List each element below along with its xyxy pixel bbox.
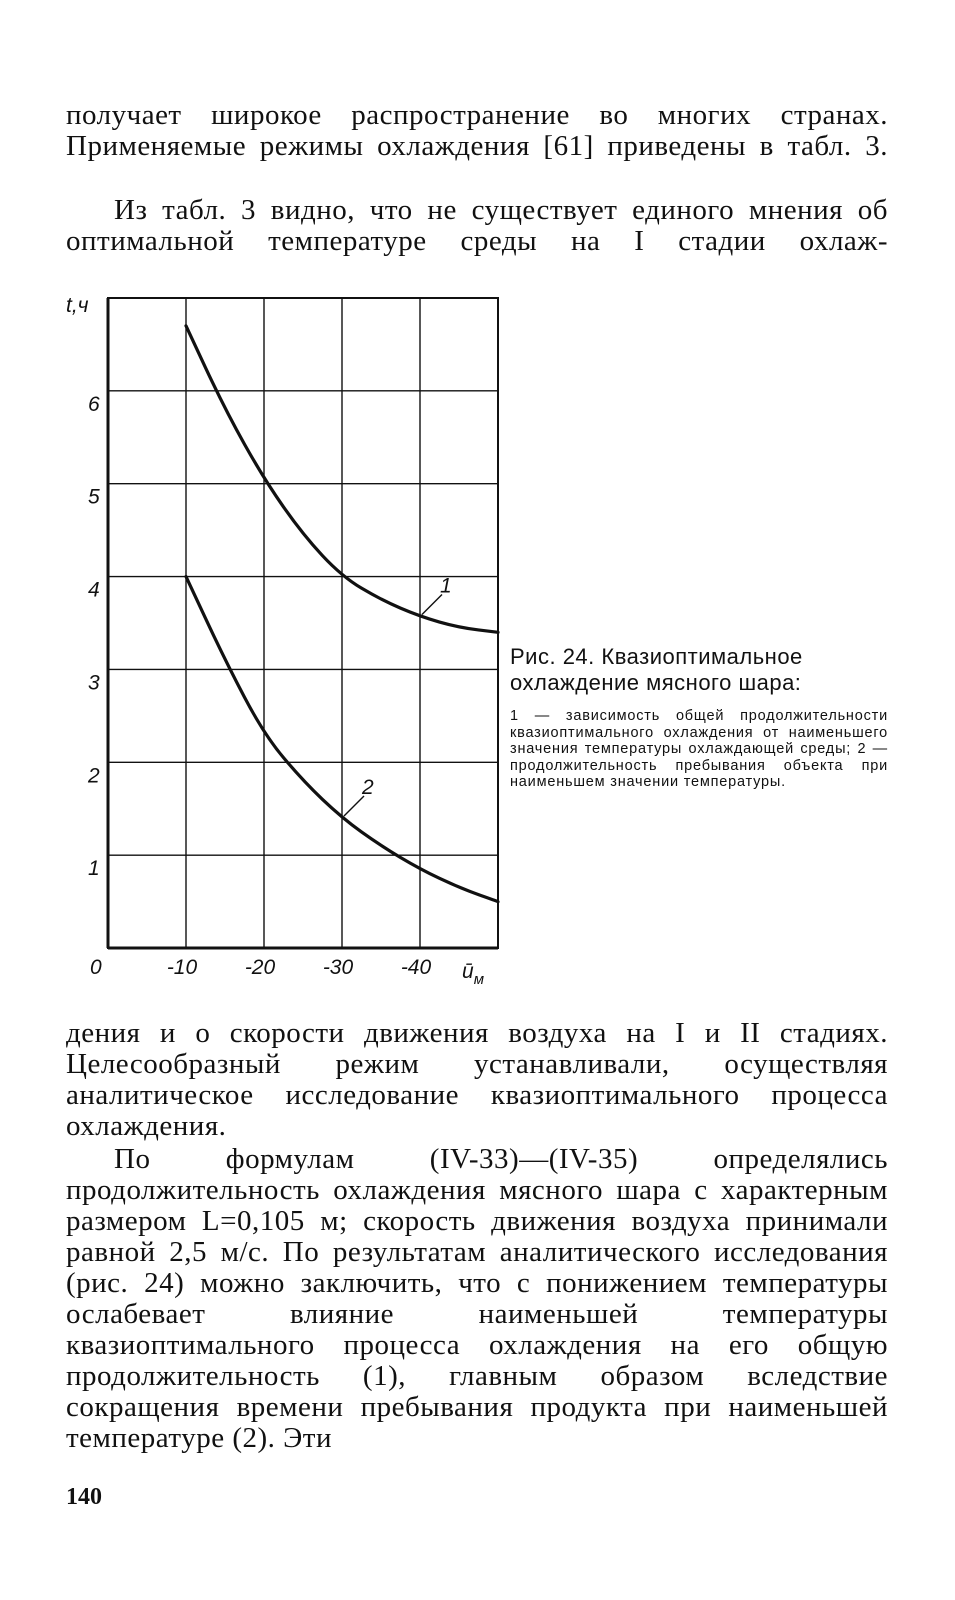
- x-tick-label: 0: [90, 956, 102, 979]
- y-tick-label: 6: [88, 392, 100, 416]
- y-axis-label: t,ч: [66, 294, 89, 317]
- paragraph-4: По формулам (IV-33)—(IV-35) определялись продолжительность охлаждения мясного шара с характерным размером L=0,105 м; скорость движения воздуха принимали равной 2,5 м/с. По результатам аналитического исследования (рис. 24) можно заключить, что с понижением температуры ослабевает влияние наименьшей температуры квазиоптимального процесса охлаждения на его общую продолжительность (1), главным образом вследствие сокращения времени пребывания продукта при наименьшей температуре (2). Эти: [66, 1143, 888, 1454]
- x-tick-label: -20: [244, 956, 276, 979]
- paragraph-1: получает широкое распространение во многих странах. Применяемые режимы охлаждения [61] приведены в табл. 3.: [66, 99, 888, 162]
- x-axis-label: [462, 960, 484, 988]
- x-tick-label: -10: [166, 956, 198, 979]
- series-2-label: 2: [362, 776, 374, 799]
- y-tick-label: 3: [88, 671, 100, 695]
- series-1-label: 1: [440, 574, 452, 598]
- y-tick-label: 2: [88, 764, 100, 788]
- x-axis-label-symbol: ū: [462, 960, 474, 983]
- page-number: 140: [66, 1484, 102, 1510]
- series-2-leader: [344, 796, 364, 816]
- x-tick-label: -40: [400, 956, 432, 979]
- x-tick-label: -30: [322, 956, 354, 979]
- figure-caption-title: Рис. 24. Квазиоптимальное охлаждение мясного шара:: [510, 644, 803, 695]
- paragraph-2: Из табл. 3 видно, что не существует единого мнения об оптимальной температуре среды на I стадии охлаж-: [66, 194, 888, 257]
- y-tick-label: 5: [88, 485, 100, 509]
- figure-caption-body: 1 — зависимость общей продолжительности квазиоптимального охлаждения от наименьшего значения температуры охлаждающей среды; 2 — продолжительность пребывания объекта при наименьшем значении температуры.: [510, 708, 888, 790]
- x-axis-label-subscript: м: [473, 971, 484, 988]
- paragraph-3: дения и о скорости движения воздуха на I и II стадиях. Целесообразный режим устанавливали, осуществляя аналитическое исследование квазиоптимального процесса охлаждения.: [66, 1017, 888, 1142]
- chart-tick-labels: [87, 393, 431, 979]
- y-tick-label: 4: [88, 578, 100, 602]
- series-1-leader: [422, 595, 442, 615]
- y-tick-label: 1: [88, 857, 100, 881]
